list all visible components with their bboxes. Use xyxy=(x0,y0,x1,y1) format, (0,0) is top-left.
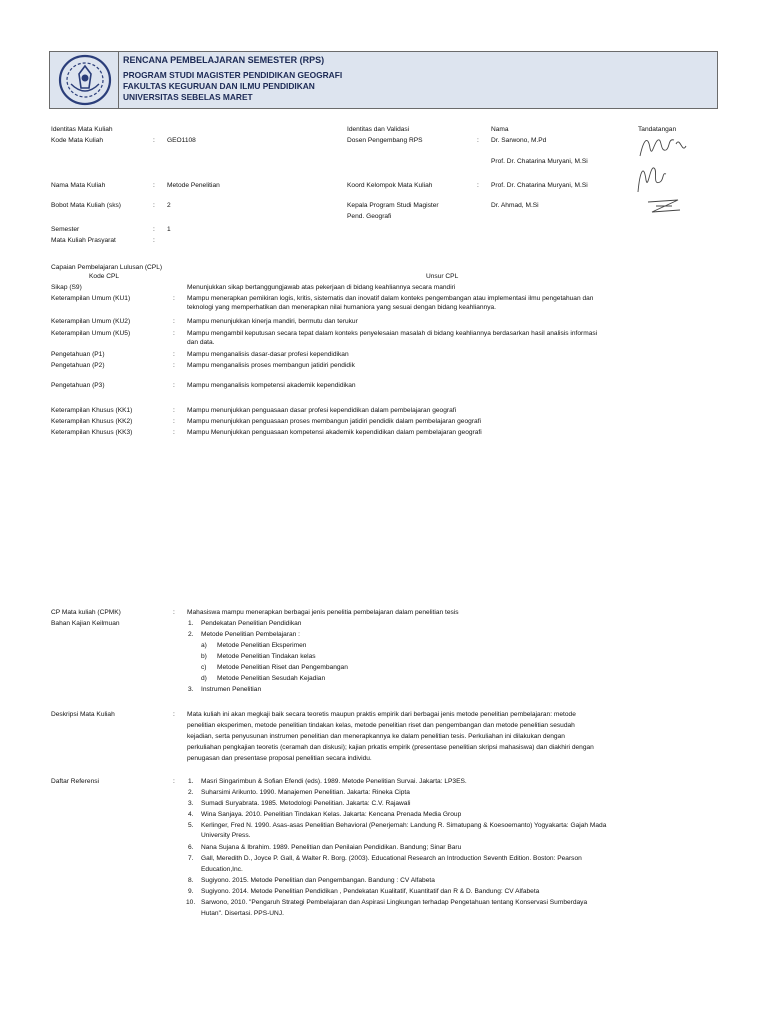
course-code-label: Kode Mata Kuliah xyxy=(51,137,104,144)
deskripsi-label: Deskripsi Mata Kuliah xyxy=(51,711,115,718)
cpl-row-text: Menunjukkan sikap bertanggungjawab atas pekerjaan di bidang keahliannya secara mandiri xyxy=(187,284,456,291)
course-name-label: Nama Mata Kuliah xyxy=(51,182,106,189)
coordinator-name: Prof. Dr. Chatarina Muryani, M.Si xyxy=(491,182,588,189)
cpl-row-code: Keterampilan Umum (KU2) xyxy=(51,318,131,325)
list-item: Metode Penelitian Eksperimen xyxy=(217,642,307,649)
reference-number: 1. xyxy=(188,778,194,785)
head-label: Kepala Program Studi Magister xyxy=(347,202,439,209)
list-item: Instrumen Penelitian xyxy=(201,686,262,693)
cpl-title: Capaian Pembelajaran Lulusan (CPL) xyxy=(51,264,163,271)
cpl-row-text: Mampu menunjukkan penguasaan proses membangun jatidiri pendidik dalam pembelajaran geografi xyxy=(187,418,481,425)
university-name: UNIVERSITAS SEBELAS MARET xyxy=(123,92,253,102)
referensi-label: Daftar Referensi xyxy=(51,778,100,785)
list-item-number: 2. xyxy=(188,631,194,638)
list-item-number: d) xyxy=(201,675,207,682)
colon: : xyxy=(173,382,175,389)
cpl-row-text-2: teknologi yang memperhatikan dan menerapkan nilai humaniora yang sesuai dengan bidang keahliannya. xyxy=(187,304,497,311)
cpl-row-text: Mampu menunjukkan penguasaan dasar profesi kependidikan dalam pembelajaran geografi xyxy=(187,407,457,414)
head-name: Dr. Ahmad, M.Si xyxy=(491,202,539,209)
reference-number: 9. xyxy=(188,888,194,895)
colon: : xyxy=(173,418,175,425)
prerequisite-label: Mata Kuliah Prasyarat xyxy=(51,237,116,244)
reference-item: Suharsimi Arikunto. 1990. Manajemen Penelitian. Jakarta: Rineka Cipta xyxy=(201,789,410,796)
reference-number: 7. xyxy=(188,855,194,862)
program-name: PROGRAM STUDI MAGISTER PENDIDIKAN GEOGRAFI xyxy=(123,70,343,80)
reference-number: 4. xyxy=(188,811,194,818)
head-label-2: Pend. Geografi xyxy=(347,213,392,220)
cpl-row-text: Mampu mengambil keputusan secara tepat dalam konteks penyelesaian masalah di bidang keahliannya berdasarkan hasil analisis informasi xyxy=(187,330,598,337)
deskripsi-line: penelitian eksperimen, metode penelitian tindakan kelas, metode penelitian riset dan pengembangan dan metode penelitian sesudah xyxy=(187,722,575,729)
reference-item-2: Hutan". Disertasi. PPS-UNJ. xyxy=(201,910,284,917)
developer-label: Dosen Pengembang RPS xyxy=(347,137,423,144)
cpl-row-text: Mampu menganalisis dasar-dasar profesi kependidikan xyxy=(187,351,349,358)
header-divider xyxy=(118,51,119,109)
colon: : xyxy=(173,295,175,302)
reference-item: Gall, Meredith D., Joyce P. Gall, & Walter R. Borg. (2003). Educational Research an Introduction Seventh Edition. Boston: Pearson xyxy=(201,855,582,862)
reference-number: 10. xyxy=(186,899,196,906)
colon: : xyxy=(477,137,479,144)
reference-number: 5. xyxy=(188,822,194,829)
cpmk-text: Mahasiswa mampu menerapkan berbagai jenis penelitia pembelajaran dalam penelitian tesis xyxy=(187,609,459,616)
course-credit-label: Bobot Mata Kuliah (sks) xyxy=(51,202,121,209)
colon: : xyxy=(173,318,175,325)
cpl-row-text: Mampu menunjukkan kinerja mandiri, bermutu dan terukur xyxy=(187,318,358,325)
name-column-header: Nama xyxy=(491,126,509,133)
colon: : xyxy=(173,711,175,718)
deskripsi-line: penugasan dan presentase proposal penelitian secara individu. xyxy=(187,755,372,762)
signature-3-icon xyxy=(644,196,684,216)
deskripsi-line: kejadian, serta penyusunan instrumen penelitian dan menerapkannya ke dalam penelitian tesis. Perkuliahan ini dilakukan dengan xyxy=(187,733,565,740)
reference-item: Wina Sanjaya. 2010. Penelitian Tindakan Kelas. Jakarta: Kencana Prenada Media Group xyxy=(201,811,462,818)
cpl-row-code: Keterampilan Umum (KU5) xyxy=(51,330,131,337)
signature-column-header: Tandatangan xyxy=(638,126,677,133)
colon: : xyxy=(477,182,479,189)
cpl-row-code: Keterampilan Khusus (KK3) xyxy=(51,429,133,436)
colon: : xyxy=(153,182,155,189)
course-credit-value: 2 xyxy=(167,202,171,209)
list-item-number: 3. xyxy=(188,686,194,693)
bahan-label: Bahan Kajian Keilmuan xyxy=(51,620,120,627)
deskripsi-line: Mata kuliah ini akan megkaji baik secara teoretis maupun praktis empirik dari berbagai jenis metode penelitian pembelajaran: metode xyxy=(187,711,576,718)
list-item-number: a) xyxy=(201,642,207,649)
cpl-row-code: Keterampilan Umum (KU1) xyxy=(51,295,131,302)
deskripsi-line: perkuliahan pengkajian teoretis (ceramah dan diskusi); kajian prkatis empirik (presentase penelitian skripsi mahasiswa) dan diakhiri dengan xyxy=(187,744,594,751)
colon: : xyxy=(173,429,175,436)
course-code-value: GEO1108 xyxy=(167,137,196,144)
cpl-row-code: Sikap (S9) xyxy=(51,284,82,291)
document-title: RENCANA PEMBELAJARAN SEMESTER (RPS) xyxy=(123,55,325,65)
colon: : xyxy=(173,362,175,369)
cpl-desc-header: Unsur CPL xyxy=(426,273,459,280)
cpl-code-header: Kode CPL xyxy=(89,273,120,280)
cpl-row-text: Mampu Menunjukkan penguasaan kompetensi akademik kependidikan dalam pembelajaran geografi xyxy=(187,429,482,436)
faculty-name: FAKULTAS KEGURUAN DAN ILMU PENDIDIKAN xyxy=(123,81,315,91)
reference-item: Masri Singarimbun & Sofian Efendi (eds). 1989. Metode Penelitian Survai. Jakarta: LP3ES. xyxy=(201,778,467,785)
list-item: Metode Penelitian Riset dan Pengembangan xyxy=(217,664,348,671)
colon: : xyxy=(173,330,175,337)
reference-number: 2. xyxy=(188,789,194,796)
cpl-row-text: Mampu menerapkan pemikiran logis, kritis, sistematis dan inovatif dalam konteks pengembangan atau implementasi ilmu pengetahuan dan xyxy=(187,295,594,302)
reference-item: Kerlinger, Fred N. 1990. Asas-asas Penelitian Behavioral (Penerjemah: Landung R. Simatupang & Koesoemanto) Yogyakarta: Gajah Mada xyxy=(201,822,607,829)
course-name-value: Metode Penelitian xyxy=(167,182,220,189)
semester-label: Semester xyxy=(51,226,80,233)
reference-item: Sumadi Suryabrata. 1985. Metodologi Penelitian. Jakarta: C.V. Rajawali xyxy=(201,800,411,807)
colon: : xyxy=(173,351,175,358)
colon: : xyxy=(153,202,155,209)
cpl-row-code: Keterampilan Khusus (KK2) xyxy=(51,418,133,425)
colon: : xyxy=(153,237,155,244)
coordinator-label: Koord Kelompok Mata Kuliah xyxy=(347,182,433,189)
list-item-number: b) xyxy=(201,653,207,660)
signature-1-icon xyxy=(636,134,692,160)
cpmk-label: CP Mata kuliah (CPMK) xyxy=(51,609,121,616)
colon: : xyxy=(173,609,175,616)
cpl-row-code: Pengetahuan (P1) xyxy=(51,351,105,358)
list-item: Metode Penelitian Sesudah Kejadian xyxy=(217,675,326,682)
cpl-row-text: Mampu menganalisis proses membangun jatidiri pendidik xyxy=(187,362,355,369)
cpl-row-text: Mampu menganalisis kompetensi akademik kependidikan xyxy=(187,382,356,389)
colon: : xyxy=(153,137,155,144)
developer-name-2: Prof. Dr. Chatarina Muryani, M.Si xyxy=(491,158,588,165)
reference-item: Sugiyono. 2014. Metode Penelitian Pendidikan , Pendekatan Kualitatif, Kuantitatif dan R & D. Bandung: CV Alfabeta xyxy=(201,888,540,895)
colon: : xyxy=(153,226,155,233)
list-item-number: c) xyxy=(201,664,207,671)
identity-section-label: Identitas Mata Kuliah xyxy=(51,126,113,133)
cpl-row-code: Keterampilan Khusus (KK1) xyxy=(51,407,133,414)
semester-value: 1 xyxy=(167,226,171,233)
reference-number: 8. xyxy=(188,877,194,884)
cpl-row-code: Pengetahuan (P2) xyxy=(51,362,105,369)
cpl-row-code: Pengetahuan (P3) xyxy=(51,382,105,389)
colon: : xyxy=(173,407,175,414)
developer-name-1: Dr. Sarwono, M.Pd xyxy=(491,137,547,144)
reference-item-2: Education,Inc. xyxy=(201,866,243,873)
cpl-row-text-2: dan data. xyxy=(187,339,215,346)
reference-item: Sarwono, 2010. "Pengaruh Strategi Pembelajaran dan Aspirasi Lingkungan terhadap Pengetahuan tentang Konservasi Sumberdaya xyxy=(201,899,588,906)
reference-item: Sugiyono. 2015. Metode Penelitian dan Pengembangan. Bandung : CV Alfabeta xyxy=(201,877,435,884)
university-logo-icon xyxy=(57,54,113,106)
reference-item: Nana Sujana & Ibrahim. 1989. Penelitian dan Penilaian Pendidikan. Bandung; Sinar Baru xyxy=(201,844,462,851)
signature-2-icon xyxy=(634,160,670,196)
list-item-number: 1. xyxy=(188,620,194,627)
list-item: Metode Penelitian Tindakan kelas xyxy=(217,653,316,660)
list-item: Metode Penelitian Pembelajaran : xyxy=(201,631,300,638)
colon: : xyxy=(173,778,175,785)
list-item: Pendekatan Penelitian Pendidikan xyxy=(201,620,302,627)
reference-item-2: University Press. xyxy=(201,832,251,839)
validation-section-label: Identitas dan Validasi xyxy=(347,126,410,133)
reference-number: 3. xyxy=(188,800,194,807)
reference-number: 6. xyxy=(188,844,194,851)
